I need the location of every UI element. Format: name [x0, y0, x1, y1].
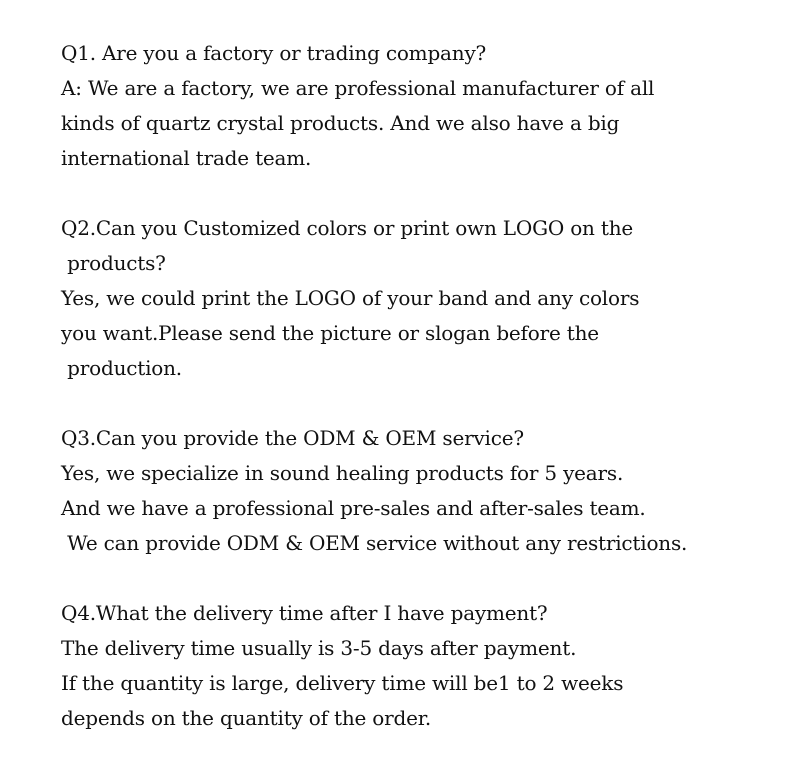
faq-answer-line: Yes, we specialize in sound healing products for 5 years.	[61, 461, 624, 485]
faq-item-q1	[61, 36, 776, 176]
faq-answer-line: depends on the quantity of the order.	[61, 706, 432, 730]
faq-question: Q3.Can you provide the ODM & OEM service?	[61, 426, 524, 450]
faq-question: Q4.What the delivery time after I have payment?	[61, 601, 548, 625]
faq-answer-line: The delivery time usually is 3-5 days after payment.	[61, 636, 577, 660]
faq-document	[61, 36, 776, 736]
faq-answer-line: And we have a professional pre-sales and after-sales team.	[61, 496, 646, 520]
faq-question: Q1. Are you a factory or trading company?	[61, 41, 487, 65]
faq-answer-line: If the quantity is large, delivery time will be1 to 2 weeks	[61, 671, 624, 695]
faq-answer-line: We can provide ODM & OEM service without any restrictions.	[61, 531, 688, 555]
faq-question-continued: products?	[61, 251, 166, 275]
faq-item-q4	[61, 596, 776, 736]
faq-answer-line: Yes, we could print the LOGO of your band and any colors	[61, 286, 640, 310]
faq-answer-line: kinds of quartz crystal products. And we also have a big	[61, 111, 620, 135]
faq-answer-line: A: We are a factory, we are professional manufacturer of all	[61, 76, 655, 100]
faq-question: Q2.Can you Customized colors or print own LOGO on the	[61, 216, 634, 240]
faq-item-q2	[61, 211, 776, 386]
faq-answer-line: production.	[61, 356, 182, 380]
faq-item-q3	[61, 421, 776, 561]
faq-answer-line: you want.Please send the picture or slogan before the	[61, 321, 599, 345]
faq-answer-line: international trade team.	[61, 146, 312, 170]
